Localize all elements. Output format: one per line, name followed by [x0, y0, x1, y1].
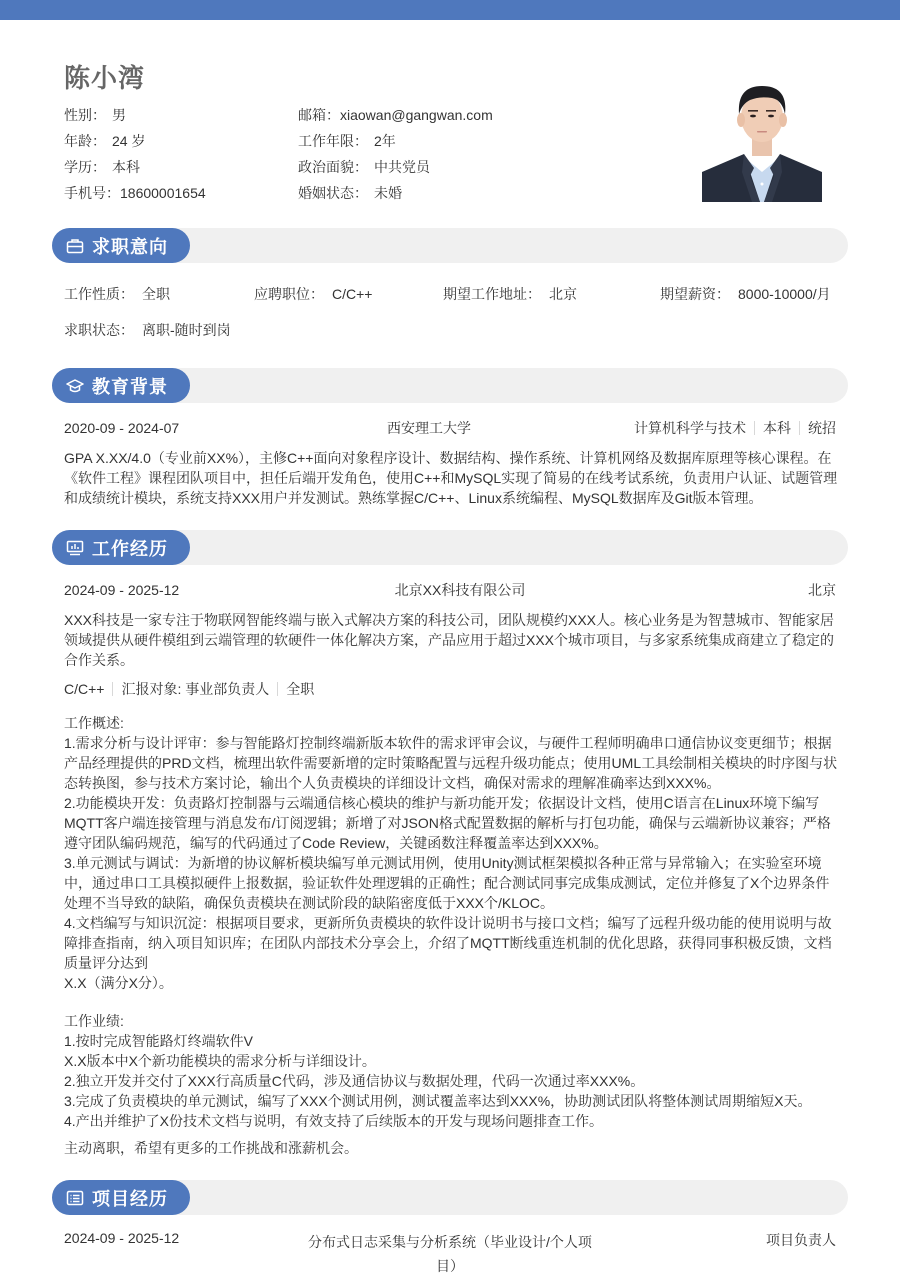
work-overview: [64, 713, 840, 993]
info-phone: 手机号：18600001654: [64, 185, 206, 201]
portrait-photo-icon: [702, 72, 822, 202]
intent-job-type: 工作性质： 全职: [64, 286, 170, 302]
work-achievements-title: 工作业绩:: [64, 1013, 124, 1029]
section-pill-education: [52, 368, 190, 403]
work-company: 北京XX科技有限公司: [394, 582, 526, 598]
separator: [277, 682, 278, 696]
work-achievement-item: 3.完成了负责模块的单元测试，编写了XXX个测试用例，测试覆盖率达到XXX%，协助测试团队将整体测试周期缩短X天。: [64, 1093, 812, 1109]
intent-location: 期望工作地址： 北京: [443, 286, 577, 302]
work-entry-header: [64, 580, 836, 600]
education-meta: 计算机科学与技术 本科 统招: [634, 420, 836, 436]
work-achievement-item: 2.独立开发并交付了XXX行高质量C代码，涉及通信协议与数据处理，代码一次通过率XXX%。: [64, 1073, 645, 1089]
education-school: 西安理工大学: [387, 420, 471, 436]
section-title: 工作经历: [92, 538, 168, 559]
work-tag-report-to: 汇报对象: 事业部负责人: [121, 681, 270, 697]
education-period: 2020-09 - 2024-07: [64, 420, 180, 436]
section-pill-intent: [52, 228, 190, 263]
section-title: 求职意向: [92, 236, 168, 257]
work-overview-item: X.X（满分X分）。: [64, 975, 173, 991]
section-pill-work: [52, 530, 190, 565]
work-overview-item: 2.功能模块开发：负责路灯控制器与云端通信核心模块的维护与新功能开发；依据设计文档，使用C语言在Linux环境下编写MQTT客户端连接管理与消息发布/订阅逻辑；新增了对JSON格式配置数据的解析与打包功能，确保与云端新协议兼容；严格遵守团队编码规范，编写的代码通过了Code Review，关键函数注释覆盖率达到XXX%。: [64, 795, 831, 851]
section-header-work: [52, 530, 848, 565]
work-achievement-item: 4.产出并维护了X份技术文档与说明，有效支持了后续版本的开发与现场问题排查工作。: [64, 1113, 604, 1129]
project-name: 分布式日志采集与分析系统（毕业设计/个人项目）: [308, 1234, 592, 1274]
project-role: 项目负责人: [766, 1232, 836, 1248]
intent-status: 求职状态： 离职-随时到岗: [64, 322, 231, 338]
work-overview-item: 3.单元测试与调试：为新增的协议解析模块编写单元测试用例，使用Unity测试框架模拟各种正常与异常输入；在实验室环境中，通过串口工具模拟硬件上报数据，验证软件处理逻辑的正确性；配合测试同事完成集成测试，定位并修复了X个边界条件处理不当导致的缺陷，确保负责模块在测试阶段的缺陷密度低于XXX个/KLOC。: [64, 855, 830, 911]
presentation-chart-icon: [66, 539, 84, 557]
top-accent-bar: [0, 0, 900, 20]
work-overview-item: 1.需求分析与设计评审：参与智能路灯控制终端新版本软件的需求评审会议，与硬件工程师明确串口通信协议变更细节；根据产品经理提供的PRD文档，梳理出软件需要新增的定时策略配置与远程升级功能点；使用UML工具绘制相关模块的时序图与状态转换图，参与技术方案讨论，输出个人负责模块的详细设计文档，确保对需求的理解准确率达到XXX%。: [64, 735, 838, 791]
intent-position: 应聘职位： C/C++: [254, 286, 373, 302]
work-tag-type: 全职: [286, 681, 315, 697]
basic-info-left: [64, 104, 206, 208]
info-work-years: 工作年限： 2年: [298, 133, 396, 149]
section-header-education: [52, 368, 848, 403]
info-age: 年龄： 24 岁: [64, 133, 146, 149]
info-political-status: 政治面貌： 中共党员: [298, 159, 430, 175]
candidate-name: 陈小湾: [64, 63, 146, 93]
work-overview-title: 工作概述:: [64, 715, 124, 731]
work-achievement-item: 1.按时完成智能路灯终端软件V: [64, 1033, 254, 1049]
project-period: 2024-09 - 2025-12: [64, 1230, 180, 1246]
separator: [754, 421, 755, 435]
separator: [799, 421, 800, 435]
work-leave-reason: 主动离职，希望有更多的工作挑战和涨薪机会。: [64, 1140, 358, 1156]
basic-info-right: [298, 104, 493, 208]
work-tag-skill: C/C++: [64, 681, 105, 697]
section-pill-project: [52, 1180, 190, 1215]
work-achievements: [64, 1011, 840, 1131]
section-header-project: [52, 1180, 848, 1215]
work-tags: [64, 679, 836, 699]
info-email: 邮箱：xiaowan@gangwan.com: [298, 107, 493, 123]
info-marital-status: 婚姻状态： 未婚: [298, 185, 402, 201]
education-entry-header: [64, 418, 836, 438]
section-title: 项目经历: [92, 1188, 168, 1209]
info-education: 学历： 本科: [64, 159, 140, 175]
work-overview-item: 4.文档编写与知识沉淀：根据项目要求，更新所负责模块的软件设计说明书与接口文档；编写了远程升级功能的使用说明与故障排查指南，纳入项目知识库；在团队内部技术分享会上，介绍了MQTT断线重连机制的优化思路，获得同事积极反馈，文档质量评分达到: [64, 915, 832, 971]
education-description: GPA X.XX/4.0（专业前XX%），主修C++面向对象程序设计、数据结构、操作系统、计算机网络及数据库原理等核心课程。在《软件工程》课程团队项目中，担任后端开发角色，使用C++和MySQL实现了简易的在线考试系统，负责用户认证、试题管理和成绩统计模块，系统支持XXX用户并发测试。熟练掌握C/C++、Linux系统编程、MySQL数据库及Git版本管理。: [64, 450, 838, 506]
separator: [112, 682, 113, 696]
work-location: 北京: [808, 582, 836, 598]
section-title: 教育背景: [92, 376, 168, 397]
graduation-cap-icon: [66, 377, 84, 395]
profile-photo: [702, 72, 822, 202]
section-header-intent: [52, 228, 848, 263]
work-achievement-item: X.X版本中X个新功能模块的需求分析与详细设计。: [64, 1053, 376, 1069]
work-company-intro: XXX科技是一家专注于物联网智能终端与嵌入式解决方案的科技公司，团队规模约XXX人。核心业务是为智慧城市、智能家居领域提供从硬件模组到云端管理的软硬件一体化解决方案，产品应用于超过XXX个城市项目，与多家系统集成商建立了稳定的合作关系。: [64, 612, 835, 668]
intent-salary: 期望薪资： 8000-10000/月: [660, 286, 831, 302]
work-period: 2024-09 - 2025-12: [64, 582, 180, 598]
briefcase-icon: [66, 237, 84, 255]
info-gender: 性别： 男: [64, 107, 126, 123]
project-entry-header: [64, 1230, 836, 1274]
list-icon: [66, 1189, 84, 1207]
